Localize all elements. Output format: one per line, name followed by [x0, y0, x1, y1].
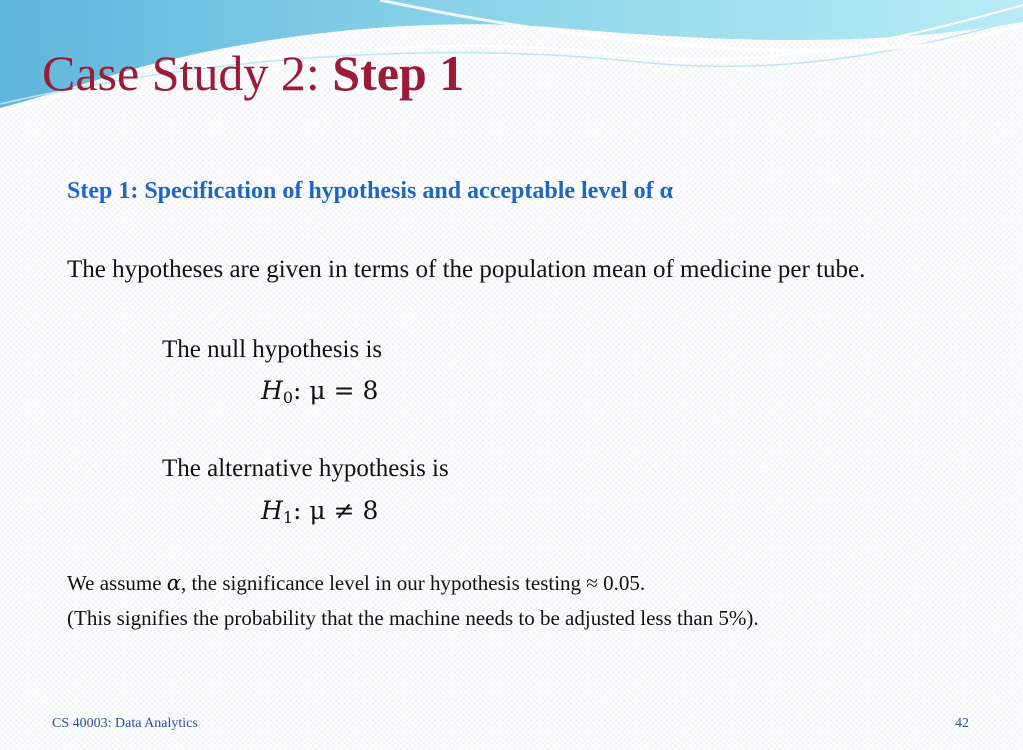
- note-text: (This signifies the probability that the machine needs to be adjusted less than 5%).: [67, 606, 759, 630]
- title-prefix: Case Study 2:: [42, 45, 320, 101]
- alternative-hypothesis-label: The alternative hypothesis is: [162, 455, 449, 482]
- footer-page-number: 42: [955, 716, 969, 731]
- alternative-hypothesis-subscript: 1: [282, 508, 293, 527]
- footer-course: CS 40003: Data Analytics: [52, 716, 198, 731]
- assumption-prefix: We assume: [67, 571, 167, 595]
- step-subheading: Step 1: Specification of hypothesis and acceptable level of α: [67, 178, 674, 204]
- alternative-hypothesis-formula: [261, 496, 378, 527]
- null-hypothesis-subscript: 0: [282, 388, 293, 407]
- null-hypothesis-symbol: H: [261, 376, 283, 405]
- null-hypothesis-formula: [261, 376, 378, 407]
- null-hypothesis-label: The null hypothesis is: [162, 336, 383, 363]
- title-emphasis: Step 1: [332, 45, 465, 101]
- alternative-hypothesis-relation: : μ ≠ 8: [293, 496, 379, 525]
- assumption-text: [67, 571, 645, 596]
- slide-title: [42, 44, 464, 102]
- intro-text: The hypotheses are given in terms of the population mean of medicine per tube.: [67, 256, 866, 283]
- assumption-suffix: , the significance level in our hypothesis testing ≈ 0.05.: [180, 571, 646, 595]
- null-hypothesis-relation: : μ = 8: [293, 376, 379, 405]
- alternative-hypothesis-symbol: H: [261, 496, 283, 525]
- alpha-symbol: α: [166, 571, 181, 595]
